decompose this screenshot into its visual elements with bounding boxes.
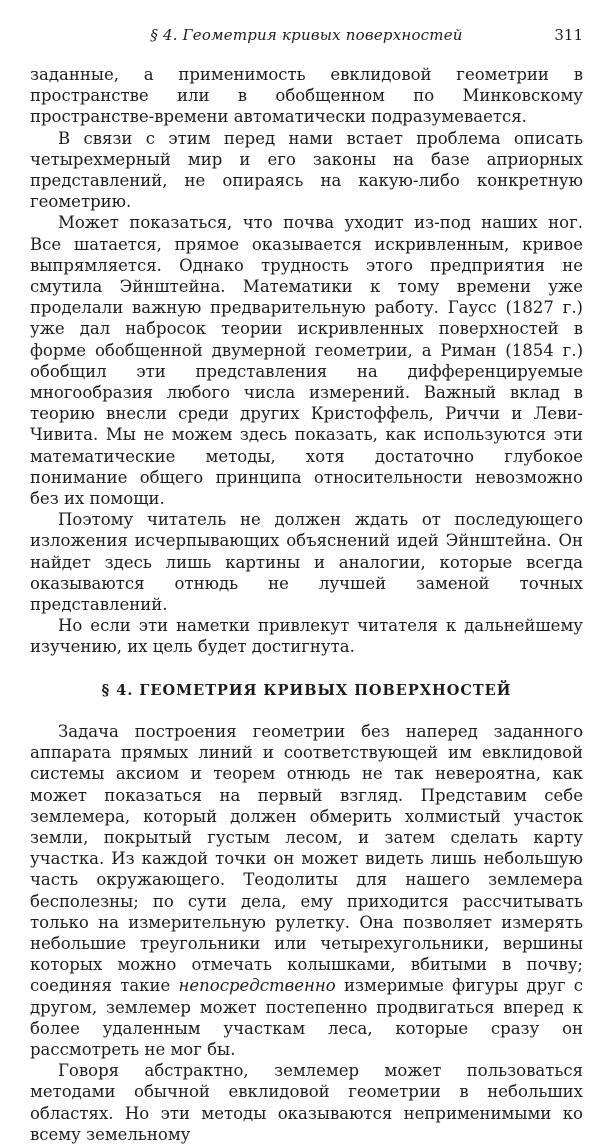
paragraph xyxy=(30,721,583,1060)
paragraph: Но если эти наметки привлекут читателя к дальнейшему изучению, их цель будет достигнута. xyxy=(30,616,583,657)
running-title: § 4. Геометрия кривых поверхностей xyxy=(150,26,463,44)
page-number: 311 xyxy=(554,26,583,44)
paragraph: Говоря абстрактно, землемер может пользоваться методами обычной евклидовой геометрии в небольших областях. Но эти методы оказываются неприменимыми ко всему земельному xyxy=(30,1061,583,1144)
paragraph-text: измеримые фигуры друг с другом, землемер может постепенно продвигаться вперед к более удаленным участкам леса, которые сразу он рассмотреть не мог бы. xyxy=(30,976,584,1059)
paragraph: Поэтому читатель не должен ждать от последующего изложения исчерпывающих объяснений идей Эйнштейна. Он найдет здесь лишь картины и аналогии, которые всегда оказываются отнюдь не лучшей заменой точных представлений. xyxy=(30,510,583,615)
emphasized-word: непосредственно xyxy=(178,976,336,996)
paragraph-continuation: заданные, а применимость евклидовой геометрии в пространстве или в обобщенном по Минковскому пространстве-времени автоматически подразумевается. xyxy=(30,65,583,127)
body-text xyxy=(30,64,583,1145)
paragraph-text: Задача построения геометрии без наперед заданного аппарата прямых линий и соответствующей им евклидовой системы аксиом и теорем отнюдь не так невероятна, как может показаться на первый взгляд. Представим себе землемера, который должен обмерить холмистый участок земли, покрытый густым лесом, и затем сделать карту участка. Из каждой точки он может видеть лишь небольшую часть окружающего. Теодолиты для нашего землемера бесполезны; по сути дела, ему приходится рассчитывать только на измерительную рулетку. Она позволяет измерять небольшие треугольники или четырехугольники, вершины которых можно отмечать колышками, вбитыми в почву; соединяя такие xyxy=(30,721,583,996)
section-heading: § 4. ГЕОМЕТРИЯ КРИВЫХ ПОВЕРХНОСТЕЙ xyxy=(101,681,512,699)
paragraph: Может показаться, что почва уходит из-под наших ног. Все шатается, прямое оказывается искривленным, кривое выпрямляется. Однако трудность этого предприятия не смутила Эйнштейна. Математики к тому времени уже проделали важную предварительную работу. Гаусс (1827 г.) уже дал набросок теории искривленных поверхностей в форме обобщенной двумерной геометрии, а Риман (1854 г.) обобщил эти представления на дифференцируемые многообразия любого числа измерений. Важный вклад в теорию внесли среди других Кристоффель, Риччи и Леви-Чивита. Мы не можем здесь показать, как используются эти математические методы, хотя достаточно глубокое понимание общего принципа относительности невозможно без их помощи. xyxy=(30,213,583,509)
running-head xyxy=(30,26,583,48)
paragraph: В связи с этим перед нами встает проблема описать четырехмерный мир и его законы на базе априорных представлений, не опираясь на какую-либо конкретную геометрию. xyxy=(30,128,583,212)
